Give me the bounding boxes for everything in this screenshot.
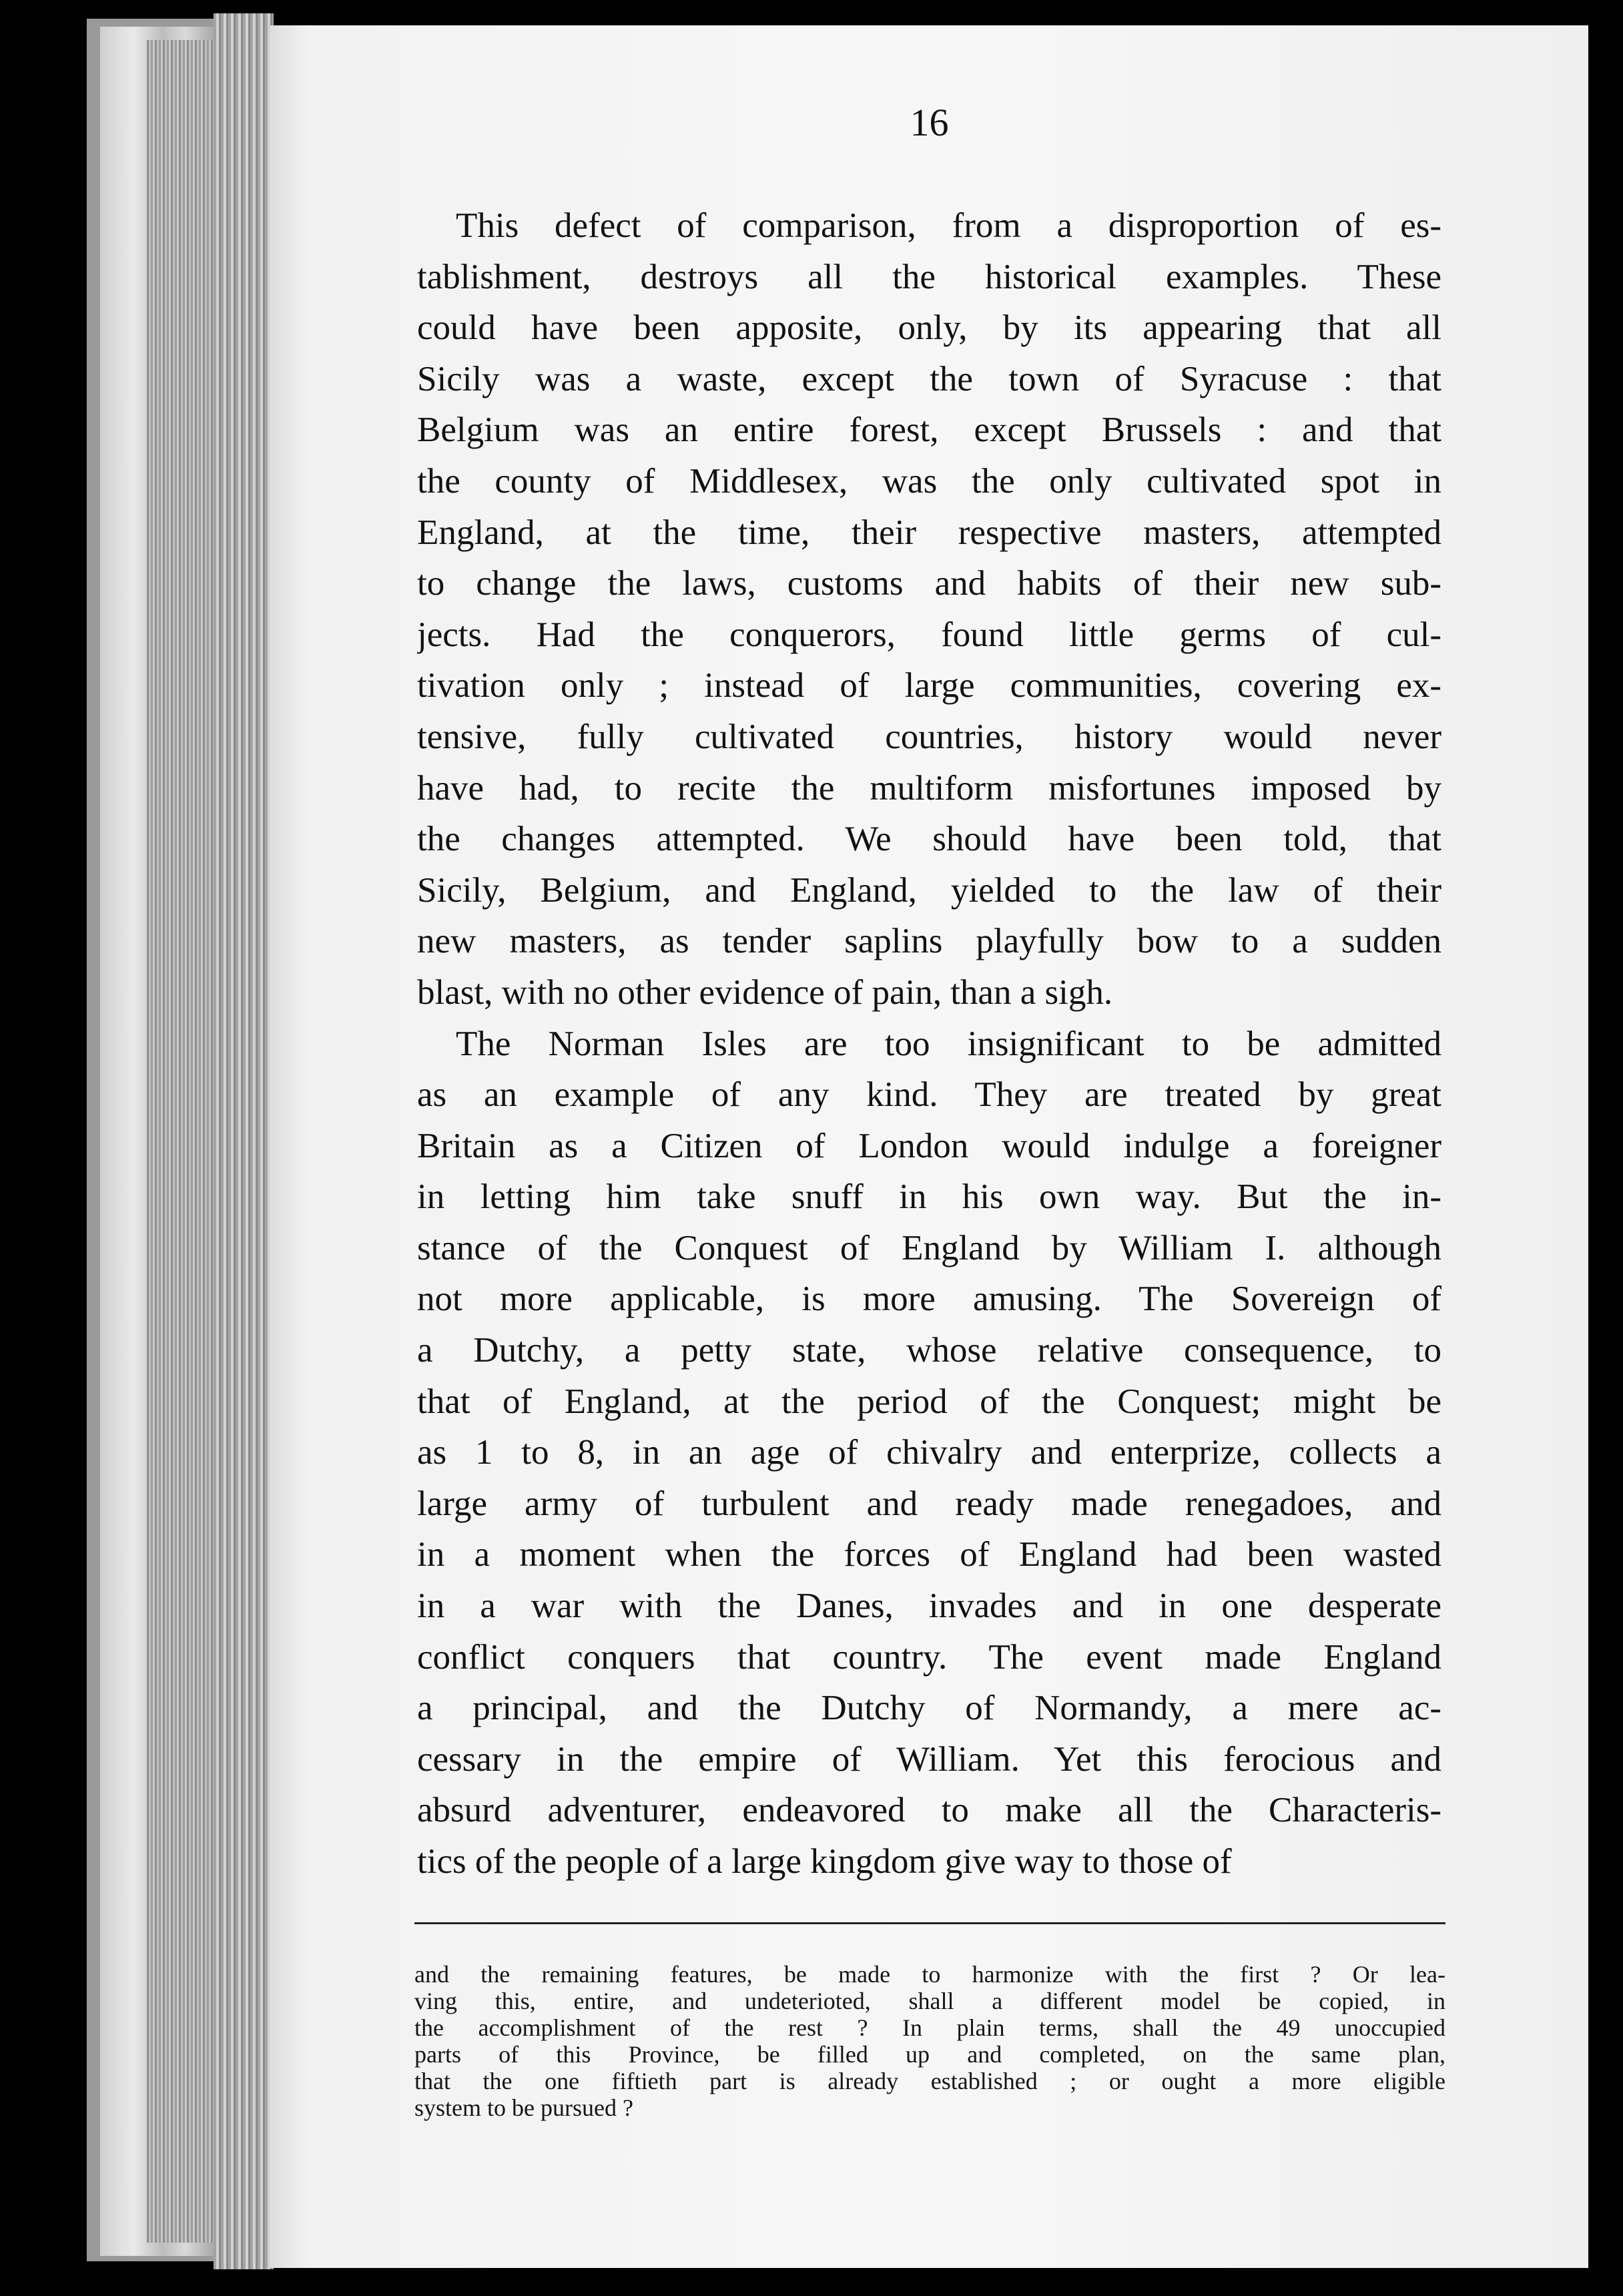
text-line: tivation only ; instead of large communities, covering ex- [417,666,1441,705]
text-line: in letting him take snuff in his own way. But the in- [417,1177,1441,1217]
text-line: large army of turbulent and ready made renegadoes, and [417,1484,1441,1523]
page-stack-edge [147,40,220,2243]
paragraph [417,1019,1441,1888]
text-line: cessary in the empire of William. Yet this ferocious and [417,1739,1441,1779]
footnote [414,1961,1445,2121]
footnote-line: parts of this Province, be filled up and completed, on the same plan, [414,2041,1445,2068]
paragraph [417,200,1441,1019]
text-line: not more applicable, is more amusing. The Sovereign of [417,1279,1441,1319]
footnote-line: that the one fiftieth part is already established ; or ought a more eligible [414,2068,1445,2094]
text-line: have had, to recite the multiform misfortunes imposed by [417,768,1441,808]
text-line: a principal, and the Dutchy of Normandy, a mere ac- [417,1689,1441,1728]
text-line: in a moment when the forces of England had been wasted [417,1535,1441,1574]
body-text [417,200,1441,1888]
text-line: in a war with the Danes, invades and in one desperate [417,1587,1441,1626]
text-line: tensive, fully cultivated countries, history would never [417,717,1441,756]
text-line: to change the laws, customs and habits of their new sub- [417,564,1441,603]
text-line: as 1 to 8, in an age of chivalry and enterprize, collects a [417,1433,1441,1472]
text-line: Sicily, Belgium, and England, yielded to the law of their [417,870,1441,910]
text-line: tablishment, destroys all the historical examples. These [417,257,1441,296]
text-line: the changes attempted. We should have been told, that [417,820,1441,859]
text-line: stance of the Conquest of England by William I. although [417,1228,1441,1267]
text-line: jects. Had the conquerors, found little germs of cul- [417,615,1441,654]
footnote-line: system to be pursued ? [414,2094,633,2121]
footnote-line: and the remaining features, be made to harmonize with the first ? Or lea- [414,1961,1445,1988]
text-line: a Dutchy, a petty state, whose relative consequence, to [417,1331,1441,1370]
text-line: conflict conquers that country. The event made England [417,1637,1441,1677]
book-page [270,25,1588,2268]
text-line: Britain as a Citizen of London would indulge a foreigner [417,1126,1441,1165]
text-line: This defect of comparison, from a disproportion of es- [456,206,1441,245]
text-line: absurd adventurer, endeavored to make all the Characteris- [417,1791,1441,1830]
footnote-divider [414,1922,1445,1924]
text-line: The Norman Isles are too insignificant to be admitted [456,1024,1441,1063]
page-number: 16 [910,101,949,144]
text-line: tics of the people of a large kingdom give way to those of [417,1842,1232,1881]
text-line: Sicily was a waste, except the town of Syracuse : that [417,359,1441,398]
text-line: could have been apposite, only, by its appearing that all [417,308,1441,348]
footnote-line: the accomplishment of the rest ? In plain terms, shall the 49 unoccupied [414,2014,1445,2041]
text-line: Belgium was an entire forest, except Brussels : and that [417,410,1441,450]
text-line: that of England, at the period of the Conquest; might be [417,1382,1441,1421]
text-line: England, at the time, their respective masters, attempted [417,513,1441,552]
page-stack-edge [214,13,274,2269]
footnote-line: ving this, entire, and undeterioted, shall a different model be copied, in [414,1988,1445,2014]
text-line: as an example of any kind. They are treated by great [417,1075,1441,1115]
text-line: blast, with no other evidence of pain, than a sigh. [417,972,1113,1012]
text-line: the county of Middlesex, was the only cultivated spot in [417,461,1441,501]
text-line: new masters, as tender saplins playfully bow to a sudden [417,922,1441,961]
